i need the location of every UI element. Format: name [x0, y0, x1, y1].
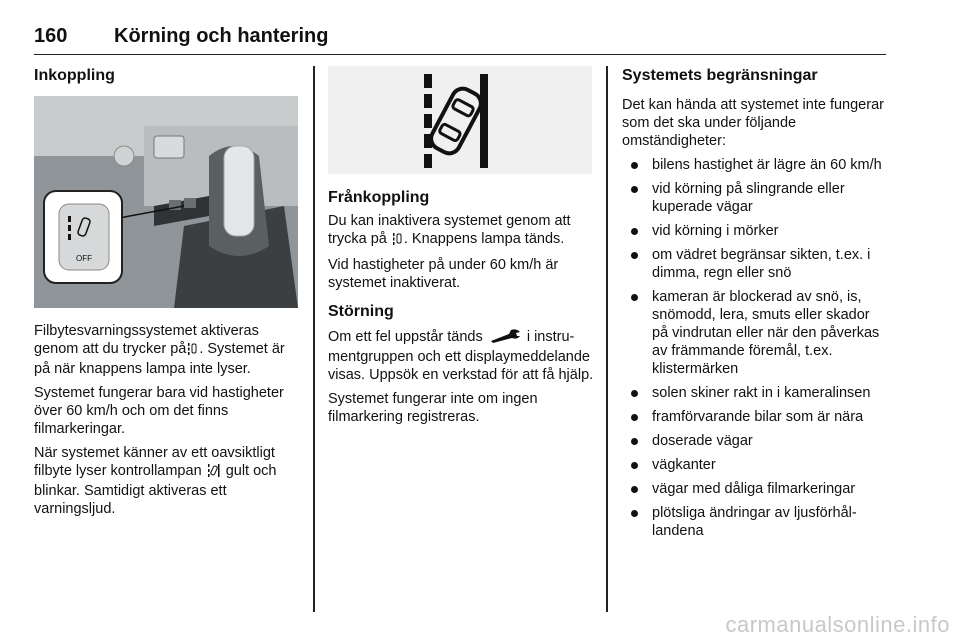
bullet-icon [631, 228, 638, 235]
disengage-paragraph-2: Vid hastigheter på under 60 km/h är systemet inaktiverat. [328, 257, 559, 291]
page-number: 160 [34, 25, 68, 47]
bullet-icon [631, 462, 638, 469]
wrench-icon [489, 329, 521, 348]
list-item: vid körning i mörker [622, 222, 886, 240]
bullet-icon [631, 252, 638, 259]
watermark: carmanualsonline.info [725, 612, 950, 637]
column-divider-1 [313, 66, 315, 612]
bullet-icon [631, 438, 638, 445]
engage-p3-end: gult och blinkar. Samtidigt aktiveras ett varningsljud. [34, 463, 277, 517]
heading-fault: Störning [328, 303, 394, 320]
list-item: framförvarande bilar som är nära [622, 408, 886, 426]
list-item: vägkanter [622, 456, 886, 474]
heading-engage: Inkoppling [34, 67, 115, 84]
column-disengage [328, 66, 594, 432]
list-item: doserade vägar [622, 432, 886, 450]
off-label: OFF [76, 254, 92, 263]
fault-paragraph-1 [328, 328, 594, 384]
bullet-icon [631, 294, 638, 301]
bullet-icon [631, 414, 638, 421]
lane-departure-symbol-box [328, 66, 592, 174]
engage-paragraph-3 [34, 444, 298, 518]
bullet-icon [631, 162, 638, 169]
column-limitations [622, 66, 886, 546]
heading-disengage: Frånkoppling [328, 189, 430, 206]
console-photo [34, 96, 298, 308]
bullet-icon [631, 486, 638, 493]
engage-p1-start: Filbytesvarningssystemet aktiveras genom att du trycker på [34, 323, 259, 357]
limitations-list [622, 156, 886, 540]
list-item: om vädret begränsar sikten, t.ex. i dimma, regn eller snö [622, 246, 886, 282]
column-engage [34, 66, 298, 524]
heading-limitations: Systemets begränsningar [622, 67, 818, 84]
fault-p1-end: i instrumentgruppen och ett displaymeddelande visas. Uppsök en verkstad för att få hjälp. [328, 329, 594, 383]
column-divider-2 [606, 66, 608, 612]
list-item: vägar med dåliga filmarkeringar [622, 480, 886, 498]
bullet-icon [631, 510, 638, 517]
page-header [34, 22, 886, 55]
list-item: kameran är blockerad av snö, is, snömodd, lera, smuts eller skador på vindrutan eller när den påverkas av främmande föremål, t.ex. klistermärken [622, 288, 886, 378]
bullet-icon [631, 186, 638, 193]
list-item: solen skiner rakt in i kameralinsen [622, 384, 886, 402]
engage-paragraph-1 [34, 322, 298, 378]
fault-p1-start: Om ett fel uppstår tänds [328, 329, 483, 345]
engage-p3-start: När systemet känner av ett oavsiktligt filbyte lyser kontrollampan [34, 445, 275, 479]
lane-warning-lamp-icon [208, 464, 220, 482]
lane-departure-symbol-icon [328, 66, 592, 174]
section-title: Körning och hantering [114, 25, 329, 47]
list-item: plötsliga ändringar av ljusförhållandena [622, 504, 886, 540]
bullet-icon [631, 390, 638, 397]
limitations-intro: Det kan hända att systemet inte fungerar som det ska under följande omständigheter: [622, 97, 884, 149]
list-item: bilens hastighet är lägre än 60 km/h [622, 156, 886, 174]
engage-p1-end: . Systemet är på när knappens lampa inte lyser. [34, 341, 285, 377]
fault-paragraph-2: Systemet fungerar inte om ingen filmarkering registreras. [328, 391, 538, 425]
lane-button-icon [393, 232, 402, 250]
lane-button-icon [188, 342, 197, 360]
disengage-p1-end: . Knappens lampa tänds. [403, 231, 565, 247]
disengage-p1-start: Du kan inaktivera systemet genom att trycka på [328, 213, 571, 247]
disengage-paragraph-1 [328, 212, 594, 250]
engage-paragraph-2: Systemet fungerar bara vid hastigheter över 60 km/h och om det finns filmarkeringar. [34, 385, 284, 437]
gear-console-illustration [34, 96, 298, 308]
list-item: vid körning på slingrande eller kuperade vägar [622, 180, 886, 216]
